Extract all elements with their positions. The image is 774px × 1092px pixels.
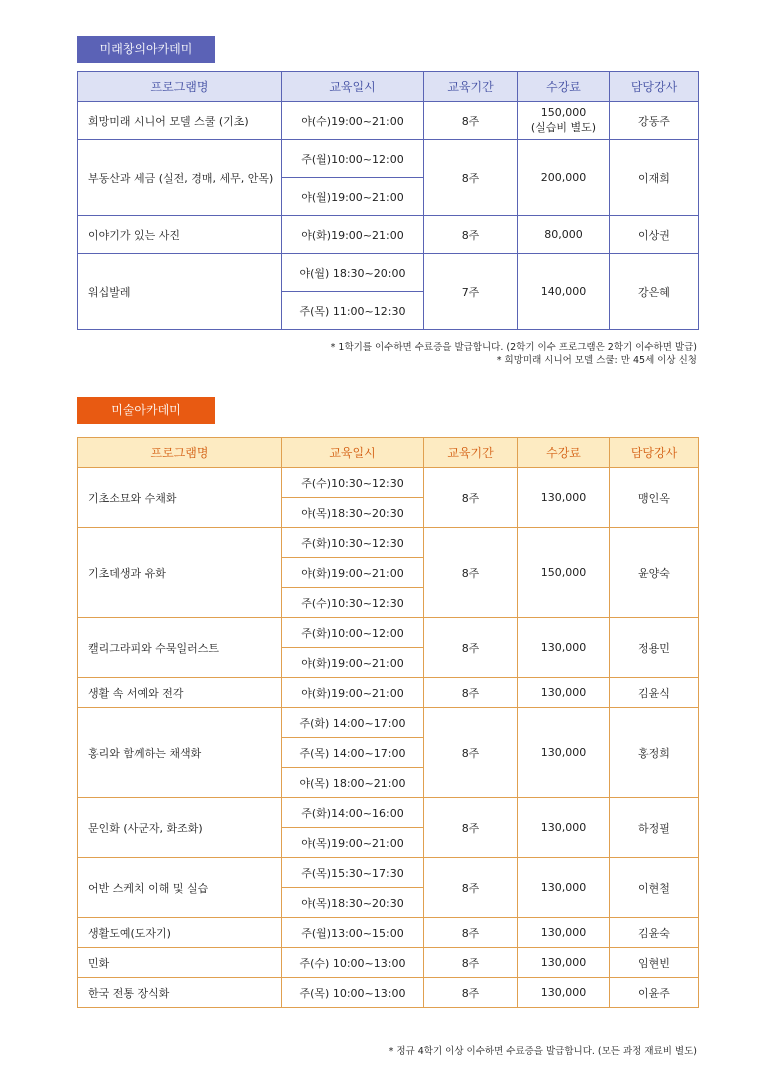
period-cell: 8주 [424, 468, 518, 528]
note-art-certificate: * 정규 4학기 이상 이수하면 수료증을 발급합니다. (모든 과정 재료비 별도) [388, 1046, 697, 1057]
fee-amount: 130,000 [540, 926, 587, 939]
instructor-cell: 강동주 [610, 102, 699, 140]
fee-amount: 140,000 [540, 285, 587, 298]
schedule-cell: 야(목)19:00~21:00 [282, 828, 424, 858]
schedule-cell: 야(화)19:00~21:00 [282, 678, 424, 708]
program-name: 문인화 (사군자, 화조화) [78, 798, 282, 858]
fee-amount: 150,000 [540, 566, 587, 579]
instructor-cell: 이윤주 [610, 978, 699, 1008]
program-name: 생활 속 서예와 전각 [78, 678, 282, 708]
period-cell: 8주 [424, 798, 518, 858]
program-name: 기초소묘와 수채화 [78, 468, 282, 528]
program-name: 부동산과 세금 (실전, 경매, 세무, 안목) [78, 140, 282, 216]
fee-amount: 130,000 [540, 881, 587, 894]
schedule-cell: 주(수)10:30~12:30 [282, 588, 424, 618]
fee-cell [518, 216, 610, 254]
note-certificate: * 1학기를 이수하면 수료증을 발급합니다. (2학기 이수 프로그램은 2학기 이수하면 발급) [330, 342, 697, 353]
schedule-cell: 주(월)10:00~12:00 [282, 140, 424, 178]
program-name: 민화 [78, 948, 282, 978]
fee-cell [518, 708, 610, 798]
instructor-cell: 김윤식 [610, 678, 699, 708]
instructor-cell: 윤양숙 [610, 528, 699, 618]
fee-cell [518, 678, 610, 708]
schedule-cell: 주(목) 11:00~12:30 [282, 292, 424, 330]
fee-amount: 130,000 [540, 491, 587, 504]
period-cell: 8주 [424, 858, 518, 918]
table-header-row [78, 438, 699, 468]
schedule-cell: 야(화)19:00~21:00 [282, 648, 424, 678]
header-instructor: 담당강사 [610, 438, 699, 468]
schedule-cell: 야(화)19:00~21:00 [282, 216, 424, 254]
schedule-cell: 야(목)18:30~20:30 [282, 888, 424, 918]
schedule-cell: 주(목) 10:00~13:00 [282, 978, 424, 1008]
header-fee: 수강료 [518, 438, 610, 468]
period-cell: 8주 [424, 918, 518, 948]
instructor-cell: 이재희 [610, 140, 699, 216]
table-row [78, 858, 699, 888]
fee-cell [518, 948, 610, 978]
header-schedule: 교육일시 [282, 438, 424, 468]
schedule-cell: 주(수) 10:00~13:00 [282, 948, 424, 978]
fee-amount: 80,000 [544, 228, 583, 241]
section-title-future-academy: 미래창의아카데미 [77, 36, 215, 63]
header-instructor: 담당강사 [610, 72, 699, 102]
program-name: 홍리와 함께하는 채색화 [78, 708, 282, 798]
table-row [78, 216, 699, 254]
fee-amount: 130,000 [540, 986, 587, 999]
header-period: 교육기간 [424, 72, 518, 102]
program-name: 이야기가 있는 사진 [78, 216, 282, 254]
fee-cell [518, 140, 610, 216]
period-cell: 8주 [424, 678, 518, 708]
schedule-cell: 야(수)19:00~21:00 [282, 102, 424, 140]
fee-cell [518, 918, 610, 948]
instructor-cell: 하정필 [610, 798, 699, 858]
header-program: 프로그램명 [78, 438, 282, 468]
program-name: 생활도예(도자기) [78, 918, 282, 948]
fee-amount: 130,000 [540, 686, 587, 699]
schedule-cell: 주(월)13:00~15:00 [282, 918, 424, 948]
schedule-cell: 야(목)18:30~20:30 [282, 498, 424, 528]
program-name: 워십발레 [78, 254, 282, 330]
fee-amount: 130,000 [540, 821, 587, 834]
header-period: 교육기간 [424, 438, 518, 468]
instructor-cell: 이현철 [610, 858, 699, 918]
instructor-cell: 김윤숙 [610, 918, 699, 948]
schedule-cell: 주(화)14:00~16:00 [282, 798, 424, 828]
program-name: 기초데생과 유화 [78, 528, 282, 618]
instructor-cell: 정용민 [610, 618, 699, 678]
period-cell: 8주 [424, 618, 518, 678]
instructor-cell: 맹인옥 [610, 468, 699, 528]
art-academy-table [77, 437, 699, 1008]
table-row [78, 708, 699, 738]
period-cell: 8주 [424, 708, 518, 798]
period-cell: 8주 [424, 140, 518, 216]
instructor-cell: 홍정희 [610, 708, 699, 798]
fee-cell [518, 978, 610, 1008]
period-cell: 8주 [424, 216, 518, 254]
period-cell: 8주 [424, 102, 518, 140]
program-name: 어반 스케치 이해 및 실습 [78, 858, 282, 918]
instructor-cell: 이상권 [610, 216, 699, 254]
section-title-art-academy: 미술아카데미 [77, 397, 215, 424]
future-academy-table [77, 71, 699, 330]
schedule-cell: 야(월)19:00~21:00 [282, 178, 424, 216]
table-row [78, 618, 699, 648]
fee-amount: 200,000 [540, 171, 587, 184]
instructor-cell: 임현빈 [610, 948, 699, 978]
header-program: 프로그램명 [78, 72, 282, 102]
table-row [78, 918, 699, 948]
fee-note: (실습비 별도) [530, 121, 597, 134]
schedule-cell: 주(화) 14:00~17:00 [282, 708, 424, 738]
schedule-cell: 주(화)10:00~12:00 [282, 618, 424, 648]
program-name: 희망미래 시니어 모델 스쿨 (기초) [78, 102, 282, 140]
fee-cell [518, 254, 610, 330]
fee-cell [518, 102, 610, 140]
table-row [78, 468, 699, 498]
fee-cell [518, 618, 610, 678]
schedule-cell: 야(화)19:00~21:00 [282, 558, 424, 588]
schedule-cell: 주(목) 14:00~17:00 [282, 738, 424, 768]
table-header-row [78, 72, 699, 102]
table-row [78, 978, 699, 1008]
fee-amount: 130,000 [540, 641, 587, 654]
table-row [78, 140, 699, 178]
instructor-cell: 강은혜 [610, 254, 699, 330]
fee-amount: 130,000 [540, 956, 587, 969]
table-row [78, 678, 699, 708]
note-model-school: * 희망미래 시니어 모델 스쿨: 만 45세 이상 신청 [496, 355, 697, 366]
header-fee: 수강료 [518, 72, 610, 102]
fee-cell [518, 528, 610, 618]
period-cell: 7주 [424, 254, 518, 330]
header-schedule: 교육일시 [282, 72, 424, 102]
table-row [78, 254, 699, 292]
table-row [78, 798, 699, 828]
fee-amount: 150,000 [540, 106, 587, 119]
schedule-cell: 야(목) 18:00~21:00 [282, 768, 424, 798]
schedule-cell: 주(화)10:30~12:30 [282, 528, 424, 558]
program-name: 한국 전통 장식화 [78, 978, 282, 1008]
fee-cell [518, 858, 610, 918]
period-cell: 8주 [424, 978, 518, 1008]
fee-cell [518, 798, 610, 858]
schedule-cell: 주(목)15:30~17:30 [282, 858, 424, 888]
period-cell: 8주 [424, 948, 518, 978]
period-cell: 8주 [424, 528, 518, 618]
fee-cell [518, 468, 610, 528]
schedule-cell: 주(수)10:30~12:30 [282, 468, 424, 498]
table-row [78, 948, 699, 978]
schedule-cell: 야(월) 18:30~20:00 [282, 254, 424, 292]
table-row [78, 102, 699, 140]
table-row [78, 528, 699, 558]
program-name: 캘리그라피와 수묵일러스트 [78, 618, 282, 678]
fee-amount: 130,000 [540, 746, 587, 759]
